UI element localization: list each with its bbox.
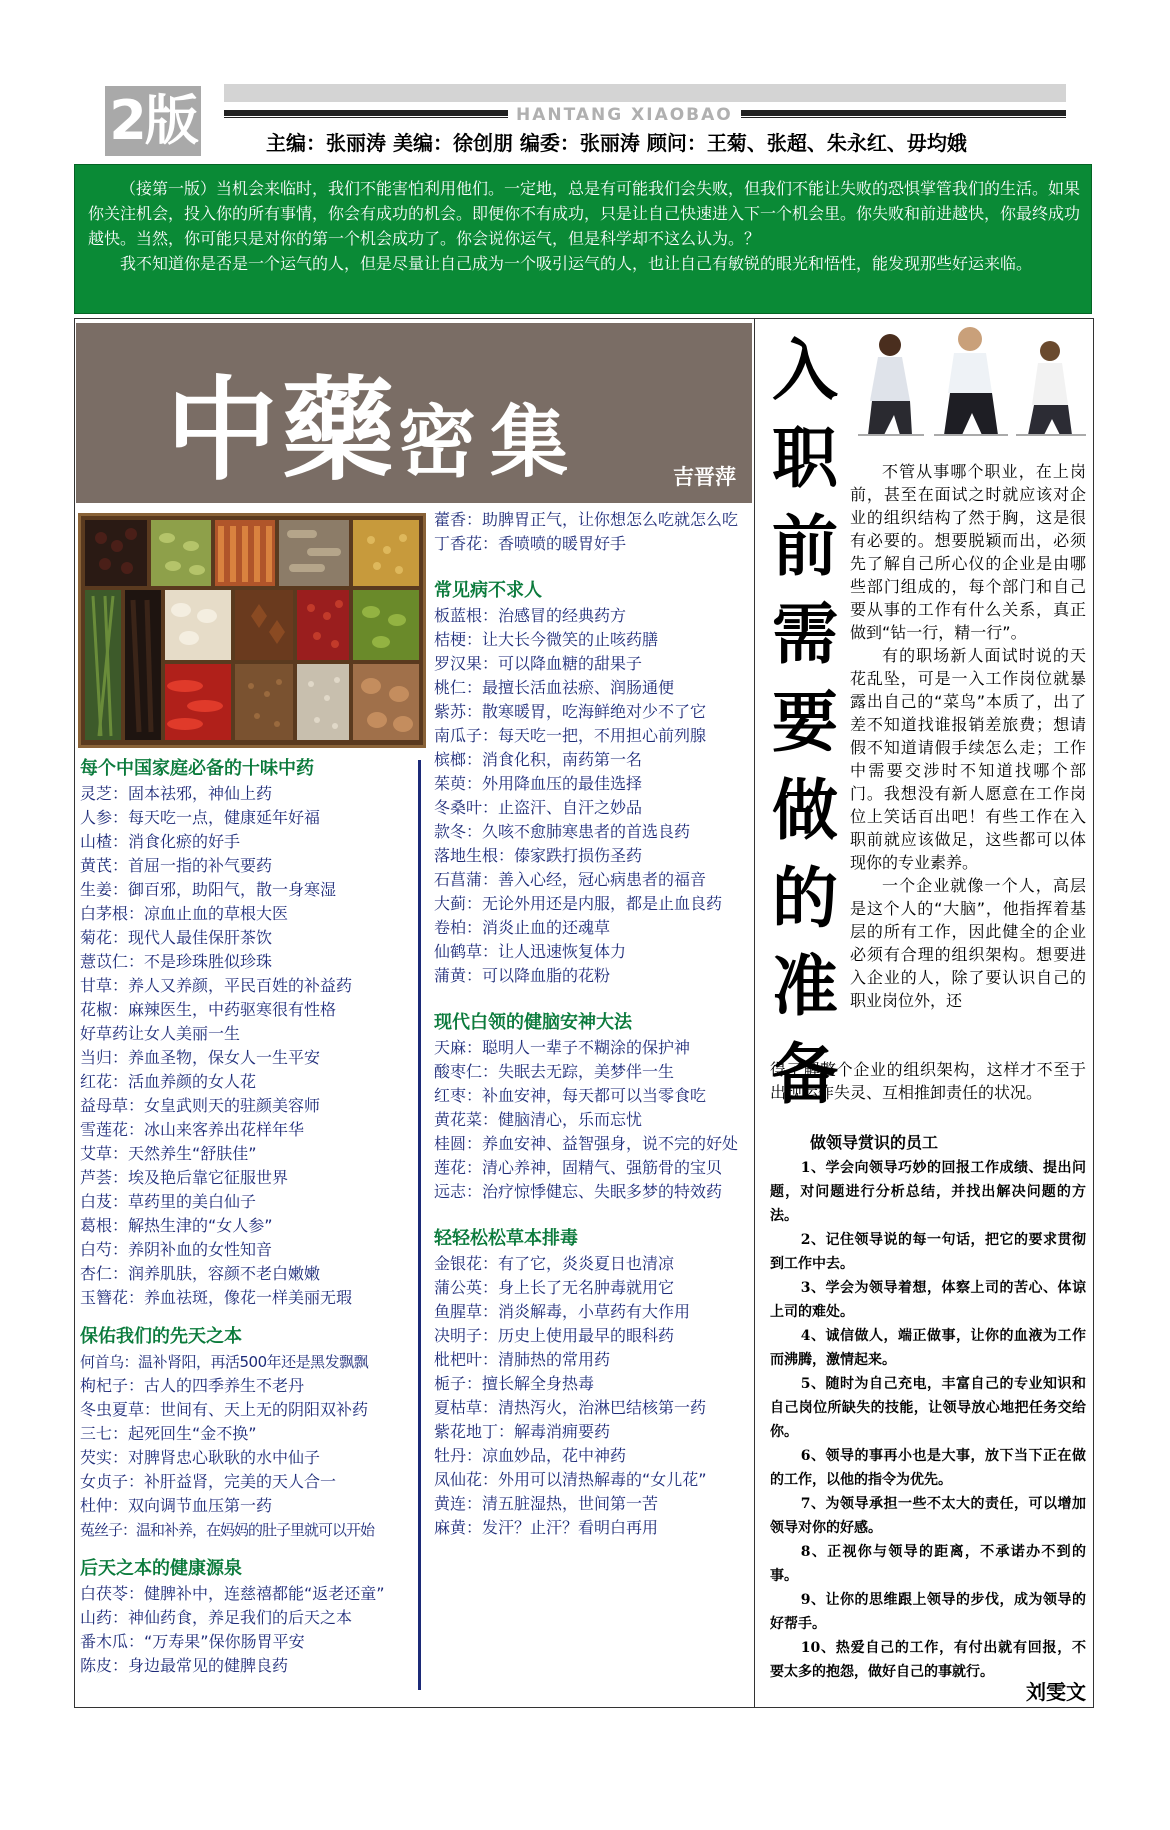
herb-section bbox=[80, 756, 416, 1310]
section-title: 轻轻松松草本排毒 bbox=[434, 1228, 578, 1249]
list-item: 人参：每天吃一点，健康延年好福 bbox=[80, 808, 321, 827]
title-char: 准 bbox=[772, 947, 838, 1025]
tips-title: 做领导赏识的员工 bbox=[810, 1133, 939, 1152]
list-item: 牡丹：凉血妙品，花中神药 bbox=[434, 1446, 627, 1465]
tip-item: 6、领导的事再小也是大事，放下当下正在做的工作，以他的指令为优先。 bbox=[770, 1448, 1086, 1488]
tip-item: 5、随时为自己充电，丰富自己的专业知识和自己岗位所缺失的技能，让领导放心地把任务交给你。 bbox=[770, 1376, 1086, 1440]
title-char: 要 bbox=[772, 683, 838, 761]
column-rule-blue bbox=[418, 760, 421, 1690]
list-item: 黄芪：首屈一指的补气要药 bbox=[80, 856, 273, 875]
list-item: 决明子：历史上使用最早的眼科药 bbox=[434, 1326, 675, 1345]
list-item: 甘草：养人又养颜，平民百姓的补益药 bbox=[80, 976, 353, 995]
title-char: 职 bbox=[772, 419, 838, 497]
spice-box-photo bbox=[78, 513, 426, 748]
article-body-continued bbox=[770, 1058, 1086, 1104]
list-item: 仙鹤草：让人迅速恢复体力 bbox=[434, 942, 627, 961]
banner-title-main: 中藥 bbox=[166, 365, 398, 496]
list-item: 白茯苓：健脾补中，连慈禧都能“返老还童” bbox=[80, 1584, 385, 1603]
list-item: 当归：养血圣物，保女人一生平安 bbox=[80, 1048, 321, 1067]
list-item: 白芨：草药里的美白仙子 bbox=[80, 1192, 257, 1211]
list-item: 杏仁：润养肌肤，容颜不老白嫩嫩 bbox=[80, 1264, 321, 1283]
list-item: 麻黄：发汗？止汗？看明白再用 bbox=[434, 1518, 659, 1537]
list-item: 石菖蒲：善入心经，冠心病患者的福音 bbox=[434, 870, 707, 889]
list-item: 芦荟：埃及艳后靠它征服世界 bbox=[80, 1168, 289, 1187]
list-item: 山药：神仙药食，养足我们的后天之本 bbox=[80, 1608, 353, 1627]
list-item: 红花：活血养颜的女人花 bbox=[80, 1072, 257, 1091]
list-item: 落地生根：傣家跌打损伤圣药 bbox=[434, 846, 643, 865]
section-title: 每个中国家庭必备的十味中药 bbox=[80, 758, 314, 779]
tip-item: 10、热爱自己的工作，有付出就有回报，不要太多的抱怨，做好自己的事就行。 bbox=[770, 1640, 1086, 1680]
herb-list-column-left bbox=[80, 756, 416, 1692]
herb-section bbox=[434, 578, 746, 988]
list-item: 桔梗：让大长今微笑的止咳药膳 bbox=[434, 630, 659, 649]
tip-item: 2、记住领导说的每一句话，把它的要求贯彻到工作中去。 bbox=[770, 1232, 1086, 1272]
banner-title-sub: 密集 bbox=[398, 397, 583, 488]
list-item: 菊花：现代人最佳保肝茶饮 bbox=[80, 928, 273, 947]
section-title: 保佑我们的先天之本 bbox=[80, 1326, 242, 1347]
list-item: 夏枯草：清热泻火，治淋巴结核第一药 bbox=[434, 1398, 707, 1417]
section-title: 现代白领的健脑安神大法 bbox=[434, 1012, 632, 1033]
list-item: 艾草：天然养生“舒肤佳” bbox=[80, 1144, 257, 1163]
list-item: 陈皮：身边最常见的健脾良药 bbox=[80, 1656, 289, 1675]
herbal-banner bbox=[76, 323, 752, 503]
tip-item: 9、让你的思维跟上领导的步伐，成为领导的好帮手。 bbox=[770, 1592, 1086, 1632]
list-item: 紫苏：散寒暖胃，吃海鲜绝对少不了它 bbox=[434, 702, 707, 721]
tip-item: 4、诚信做人，端正做事，让你的血液为工作而沸腾，激情起来。 bbox=[770, 1328, 1086, 1368]
list-item: 莲花：清心养神，固精气、强筋骨的宝贝 bbox=[434, 1158, 723, 1177]
list-item: 蒲黄：可以降血脂的花粉 bbox=[434, 966, 611, 985]
column-divider bbox=[754, 318, 755, 1708]
business-people-photo bbox=[850, 323, 1090, 448]
list-item: 金银花：有了它，炎炎夏日也清凉 bbox=[434, 1254, 675, 1273]
section-title: 后天之本的健康源泉 bbox=[80, 1558, 242, 1579]
list-item: 栀子：擅长解全身热毒 bbox=[434, 1374, 595, 1393]
header-grey-bar bbox=[224, 84, 1066, 102]
article-paragraph: 得了解整个企业的组织架构，这样才不至于出现运作失灵、互相推卸责任的状况。 bbox=[770, 1060, 1086, 1102]
list-item: 黄花菜：健脑清心，乐而忘忧 bbox=[434, 1110, 643, 1129]
staff-credits: 主编：张丽涛 美编：徐创朋 编委：张丽涛 顾问：王菊、张超、朱永红、毋均娥 bbox=[266, 131, 967, 155]
list-item: 三七：起死回生“金不换” bbox=[80, 1424, 257, 1443]
list-item: 桃仁：最擅长活血祛瘀、润肠通便 bbox=[434, 678, 675, 697]
list-item: 桂圆：养血安神、益智强身，说不完的好处 bbox=[434, 1134, 739, 1153]
list-item: 板蓝根：治感冒的经典药方 bbox=[434, 606, 627, 625]
herb-lead-items bbox=[434, 508, 746, 556]
list-item: 番木瓜：“万寿果”保你肠胃平安 bbox=[80, 1632, 305, 1651]
list-item: 生姜：御百邪，助阳气，散一身寒湿 bbox=[80, 880, 337, 899]
list-item: 紫花地丁：解毒消痈要药 bbox=[434, 1422, 611, 1441]
list-item: 枸杞子：古人的四季养生不老丹 bbox=[80, 1376, 305, 1395]
article-body bbox=[850, 460, 1086, 1012]
list-item: 菟丝子：温和补养，在妈妈的肚子里就可以开始 bbox=[80, 1521, 375, 1539]
edition-badge: 2版 bbox=[105, 86, 201, 156]
herb-section bbox=[80, 1556, 416, 1678]
tips-list bbox=[770, 1156, 1086, 1684]
article-paragraph: 一个企业就像一个人，高层是这个人的“大脑”，他指挥着基层的所有工作，因此健全的企业必须有合理的组织架构。想要进入企业的人，除了要认识自己的职业岗位外，还 bbox=[850, 876, 1086, 1010]
herb-section bbox=[80, 1324, 416, 1542]
list-item: 薏苡仁：不是珍珠胜似珍珠 bbox=[80, 952, 273, 971]
tip-item: 3、学会为领导着想，体察上司的苦心、体谅上司的难处。 bbox=[770, 1280, 1086, 1320]
intro-paragraph-2: 我不知道你是否是一个运气的人，但是尽量让自己成为一个吸引运气的人，也让自己有敏锐的眼光和悟性，能发现那些好运来临。 bbox=[120, 254, 1033, 273]
title-char: 的 bbox=[772, 859, 838, 937]
banner-title bbox=[166, 341, 582, 502]
tip-item: 8、正视你与领导的距离，不承诺办不到的事。 bbox=[770, 1544, 1086, 1584]
list-item: 白茅根：凉血止血的草根大医 bbox=[80, 904, 289, 923]
article-paragraph: 不管从事哪个职业，在上岗前，甚至在面试之时就应该对企业的组织结构了然于胸，这是很有必要的。想要脱颖而出，必须先了解自己所心仪的企业是由哪些部门组成的，每个部门和自己要从事的工作有什么关系，真正做到“钻一行，精一行”。 bbox=[850, 462, 1086, 642]
article-author: 刘雯文 bbox=[1026, 1680, 1086, 1704]
list-item: 款冬：久咳不愈肺寒患者的首选良药 bbox=[434, 822, 691, 841]
list-item: 冬桑叶：止盗汗、自汗之妙品 bbox=[434, 798, 643, 817]
list-item: 益母草：女皇武则天的驻颜美容师 bbox=[80, 1096, 321, 1115]
list-item: 远志：治疗惊悸健忘、失眠多梦的特效药 bbox=[434, 1182, 723, 1201]
list-item: 槟榔：消食化积，南药第一名 bbox=[434, 750, 643, 769]
banner-author: 吉晋萍 bbox=[673, 465, 736, 489]
list-item: 雪莲花：冰山来客养出花样年华 bbox=[80, 1120, 305, 1139]
list-item: 好草药让女人美丽一生 bbox=[80, 1024, 241, 1043]
title-char: 做 bbox=[772, 771, 838, 849]
list-item: 葛根：解热生津的“女人参” bbox=[80, 1216, 273, 1235]
herb-section bbox=[434, 1226, 746, 1540]
list-item: 大蓟：无论外用还是内服，都是止血良药 bbox=[434, 894, 723, 913]
masthead-pinyin: HANTANG XIAOBAO bbox=[508, 106, 741, 124]
title-char: 需 bbox=[772, 595, 838, 673]
list-item: 黄连：清五脏湿热，世间第一苦 bbox=[434, 1494, 659, 1513]
article-paragraph: 有的职场新人面试时说的天花乱坠，可是一入工作岗位就暴露出自己的“菜鸟”本质了，出了差不知道找谁报销差旅费；想请假不知道请假手续怎么走；工作中需要交涉时不知道找哪个部门。我想没有新人愿意在工作岗位上笑话百出吧！有些工作在入职前就应该做足，这些都可以体现你的专业素养。 bbox=[850, 646, 1086, 872]
title-char: 前 bbox=[772, 507, 838, 585]
list-item: 枇杷叶：清肺热的常用药 bbox=[434, 1350, 611, 1369]
list-item: 茱萸：外用降血压的最佳选择 bbox=[434, 774, 643, 793]
list-item: 蒲公英：身上长了无名肿毒就用它 bbox=[434, 1278, 675, 1297]
article-title-vertical bbox=[764, 326, 846, 1118]
list-item: 白芍：养阴补血的女性知音 bbox=[80, 1240, 273, 1259]
title-char: 入 bbox=[772, 331, 838, 409]
list-item: 红枣：补血安神，每天都可以当零食吃 bbox=[434, 1086, 707, 1105]
list-item: 山楂：消食化瘀的好手 bbox=[80, 832, 241, 851]
list-item: 天麻：聪明人一辈子不糊涂的保护神 bbox=[434, 1038, 691, 1057]
list-item: 玉簪花：养血祛斑，像花一样美丽无瑕 bbox=[80, 1288, 353, 1307]
list-item: 南瓜子：每天吃一把，不用担心前列腺 bbox=[434, 726, 707, 745]
title-char: 备 bbox=[772, 1035, 838, 1113]
list-item: 冬虫夏草：世间有、天上无的阴阳双补药 bbox=[80, 1400, 369, 1419]
list-item: 藿香：助脾胃正气，让你想怎么吃就怎么吃 bbox=[434, 510, 739, 529]
list-item: 花椒：麻辣医生，中药驱寒很有性格 bbox=[80, 1000, 337, 1019]
intro-box bbox=[74, 164, 1092, 314]
list-item: 凤仙花：外用可以清热解毒的“女儿花” bbox=[434, 1470, 707, 1489]
list-item: 丁香花：香喷喷的暖胃好手 bbox=[434, 534, 627, 553]
list-item: 卷柏：消炎止血的还魂草 bbox=[434, 918, 611, 937]
section-title: 常见病不求人 bbox=[434, 580, 542, 601]
herb-section bbox=[434, 1010, 746, 1204]
list-item: 鱼腥草：消炎解毒，小草药有大作用 bbox=[434, 1302, 691, 1321]
list-item: 女贞子：补肝益肾，完美的天人合一 bbox=[80, 1472, 337, 1491]
list-item: 芡实：对脾肾忠心耿耿的水中仙子 bbox=[80, 1448, 321, 1467]
list-item: 何首乌：温补肾阳，再活500年还是黑发飘飘 bbox=[80, 1353, 369, 1371]
herb-list-column-right bbox=[434, 508, 746, 1554]
intro-paragraph-1: （接第一版）当机会来临时，我们不能害怕利用他们。一定地，总是有可能我们会失败，但我们不能让失败的恐惧掌管我们的生活。如果你关注机会，投入你的所有事情，你会有成功的机会。即便你不有成功，只是让自己快速进入下一个机会里。你失败和前进越快，你最终成功越快。当然，你可能只是对你的第一个机会成功了。你会说你运气，但是科学却不这么认为。？ bbox=[88, 179, 1081, 248]
tip-item: 7、为领导承担一些不太大的责任，可以增加领导对你的好感。 bbox=[770, 1496, 1086, 1536]
list-item: 杜仲：双向调节血压第一药 bbox=[80, 1496, 273, 1515]
list-item: 灵芝：固本祛邪，神仙上药 bbox=[80, 784, 273, 803]
list-item: 罗汉果：可以降血糖的甜果子 bbox=[434, 654, 643, 673]
tip-item: 1、学会向领导巧妙的回报工作成绩、提出问题，对问题进行分析总结，并找出解决问题的方法。 bbox=[770, 1160, 1086, 1224]
list-item: 酸枣仁：失眠去无踪，美梦伴一生 bbox=[434, 1062, 675, 1081]
